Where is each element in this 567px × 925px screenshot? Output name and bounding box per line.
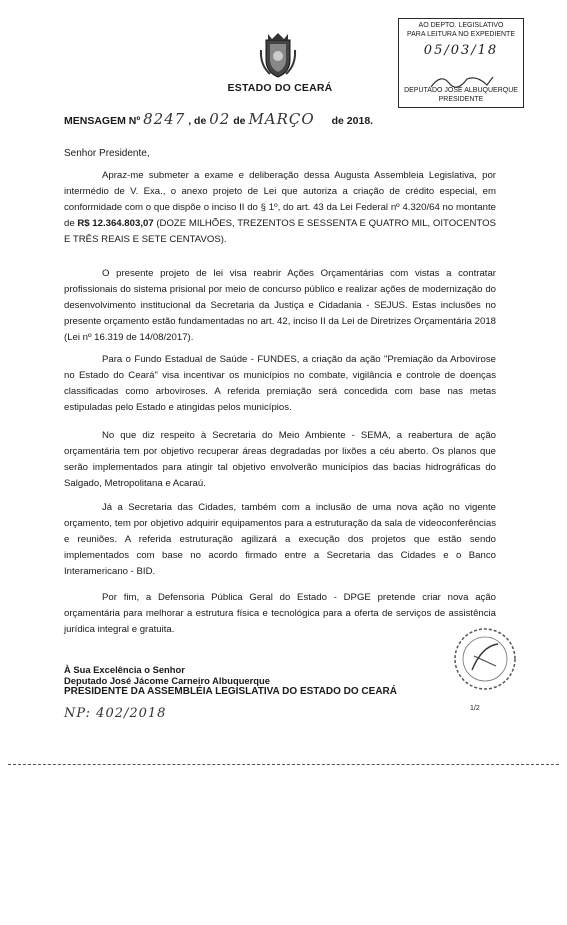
stamp-line-1: AO DEPTO. LEGISLATIVO	[418, 22, 504, 29]
addressee-block	[64, 664, 444, 697]
paragraph-5: Já a Secretaria das Cidades, também com a inclusão de uma nova ação no vigente orçamento, tem por objetivo adquirir equipamentos para a estruturação da sala de videoconferências e reuniões. A referida estruturação agilizará a execução dos projetos que estão sendo implementados com base no acordo firmado entre a Secretaria das Cidades e o Banco Interamericano - BID.	[64, 502, 496, 577]
reception-stamp	[398, 18, 524, 108]
paragraph-4: No que diz respeito à Secretaria do Meio Ambiente - SEMA, a reabertura de ação orçamentária tem por objetivo recuperar áreas degradadas por lixões a céu aberto. Os planos que serão implementados para atingir tal objetivo envolverão municípios das bacias hidrográficas do Salgado, Metropolitana e Acaraú.	[64, 430, 496, 489]
number-prefix: Nº	[128, 115, 141, 127]
stamp-line-2: PARA LEITURA NO EXPEDIENTE	[406, 31, 515, 38]
message-year: de 2018.	[331, 115, 374, 127]
stamp-line-5: PRESIDENTE	[438, 96, 484, 103]
message-month: MARÇO	[248, 110, 315, 128]
message-label: MENSAGEM	[64, 115, 126, 127]
amount: R$ 12.364.803,07	[77, 218, 154, 229]
paragraph-1	[64, 168, 496, 248]
message-number: 8247	[143, 110, 186, 128]
addressee-line-3: PRESIDENTE DA ASSEMBLÉIA LEGISLATIVA DO ESTADO DO CEARÁ	[64, 686, 397, 697]
page-divider	[8, 764, 559, 765]
handwritten-protocol-number: NP: 402/2018	[64, 706, 167, 721]
round-seal-stamp	[452, 626, 518, 692]
month-prefix: de	[233, 115, 246, 127]
stamp-date: 05/03/18	[423, 43, 499, 58]
salutation: Senhor Presidente,	[64, 148, 150, 159]
message-day: 02	[209, 110, 231, 128]
coat-of-arms-emblem	[258, 30, 298, 80]
paragraph-6: Por fim, a Defensoria Pública Geral do Estado - DPGE pretende criar nova ação orçamentária para melhorar a estrutura física e tecnológica para a oferta de serviços de assistência jurídica integral e gratuita.	[64, 592, 496, 635]
addressee-line-1: À Sua Excelência o Senhor	[64, 664, 185, 675]
state-name: ESTADO DO CEARÁ	[227, 82, 333, 94]
paragraph-1-text-b: (DOZE MILHÕES, TREZENTOS E SESSENTA E QUATRO MIL, OITOCENTOS E TRÊS REAIS E SETE CENTAVOS).	[64, 218, 496, 245]
page-number: 1/2	[470, 705, 480, 712]
paragraph-1-text-a: Apraz-me submeter a exame e deliberação dessa Augusta Assembleia Legislativa, por intermédio de V. Exa., o anexo projeto de Lei que autoriza a criação de crédito especial, em conformidade com o que dispõe o inciso II do § 1º, do art. 43 da Lei Federal nº 4.320/64 no montante de	[64, 170, 496, 229]
message-line	[64, 110, 444, 128]
paragraph-3: Para o Fundo Estadual de Saúde - FUNDES, a criação da ação "Premiação da Arbovirose no Estado do Ceará" visa incentivar os municípios no combate, vigilância e controle de doenças classificadas como arboviroses. A referida premiação será concedida com base nas metas estipuladas pelo Estado e atingidas pelos municípios.	[64, 354, 496, 413]
paragraph-2: O presente projeto de lei visa reabrir Ações Orçamentárias com vistas a contratar profissionais do sistema prisional por meio de concurso público e realizar ações de modernização do desenvolvimento institucional da Secretaria da Justiça e Cidadania - SEJUS. Estas inclusões no presente orçamento estão fundamentadas no art. 42, inciso II da Lei de Diretrizes Orçamentária 2018 (Lei nº 16.319 de 14/08/2017).	[64, 268, 496, 343]
addressee-line-2: Deputado José Jácome Carneiro Albuquerque	[64, 675, 270, 686]
day-prefix: , de	[188, 115, 207, 127]
stamp-line-4: DEPUTADO JOSÉ ALBUQUERQUE	[404, 87, 518, 94]
